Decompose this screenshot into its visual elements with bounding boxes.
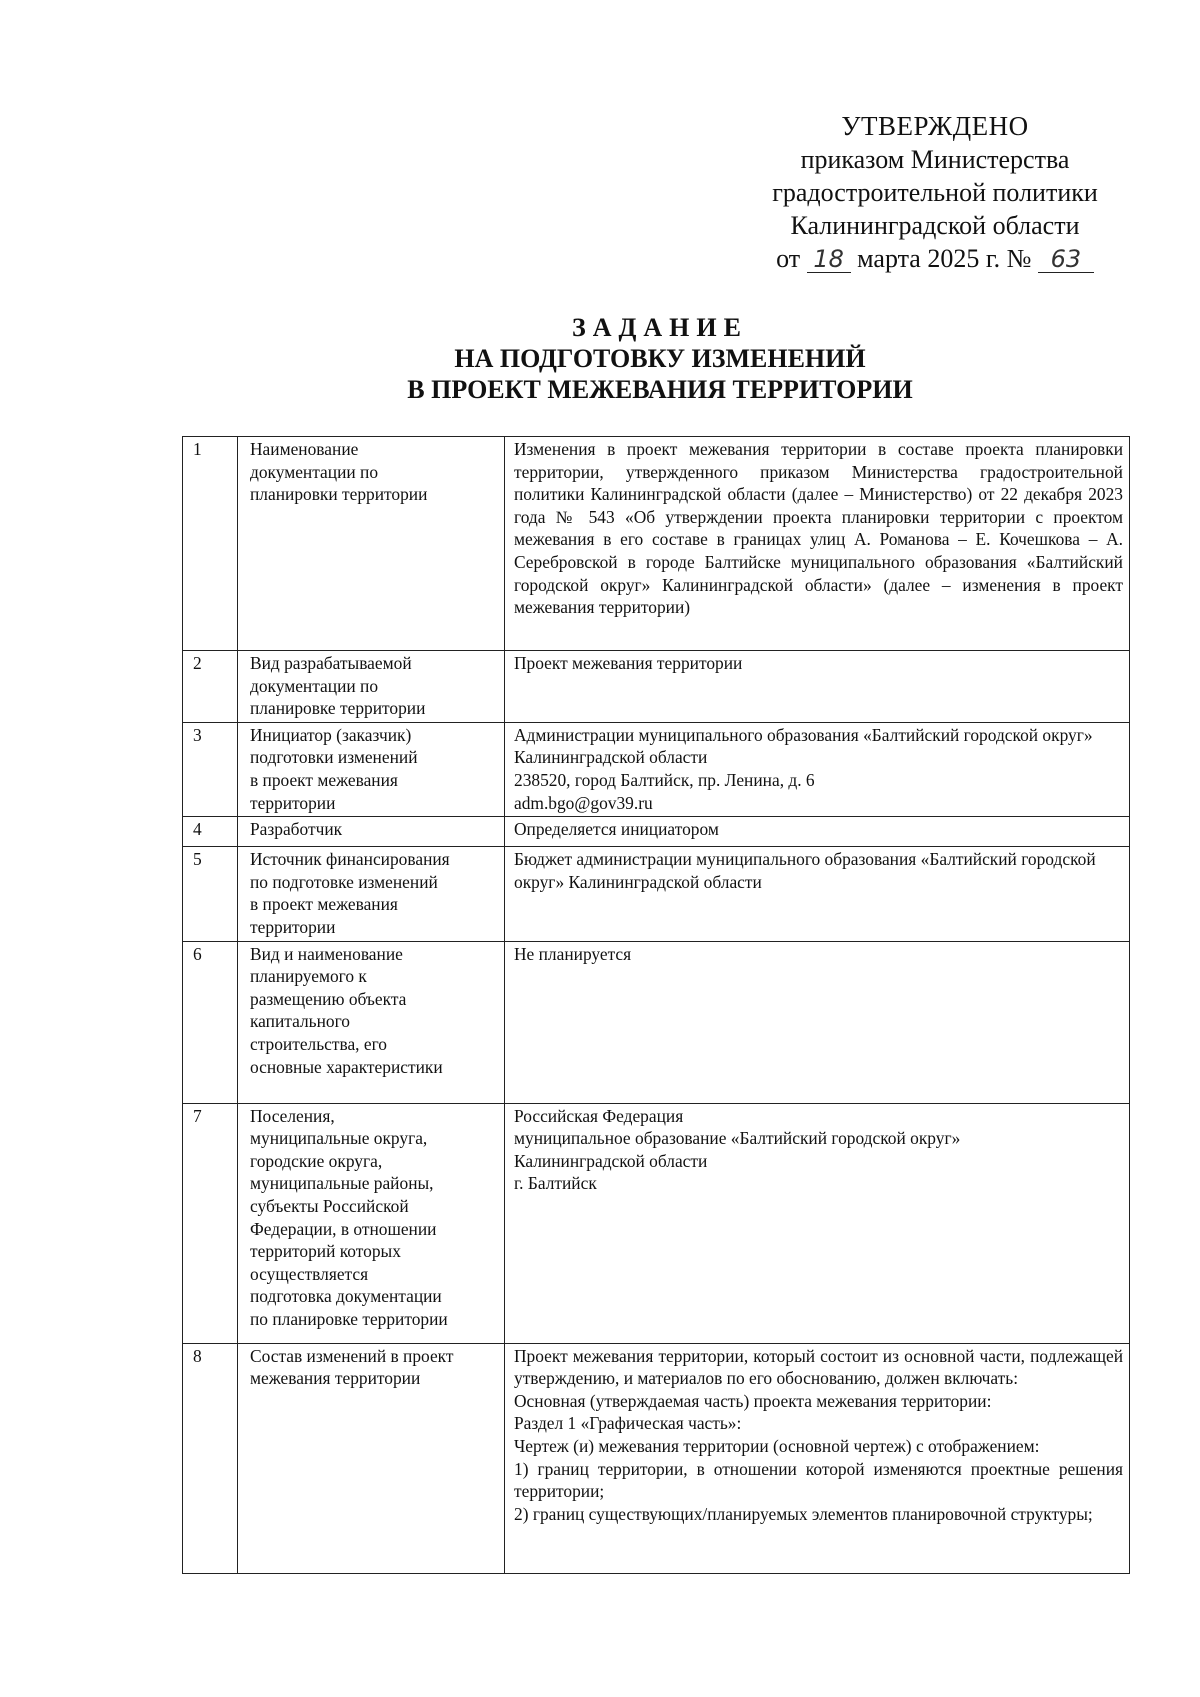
title-line: НА ПОДГОТОВКУ ИЗМЕНЕНИЙ	[454, 344, 866, 373]
name-line: в проект межевания	[250, 769, 398, 790]
row-number: 7	[183, 1103, 238, 1343]
value-line: Администрации муниципального образования «Балтийский городской округ» Калининградской области	[514, 724, 1093, 768]
email-text: adm.bgo@gov39.ru	[514, 792, 653, 813]
row-value: Не планируется	[505, 941, 1130, 1103]
document-title	[160, 312, 1160, 405]
approval-heading: УТВЕРЖДЕНО	[841, 111, 1029, 141]
row-name	[238, 651, 505, 723]
row-number: 1	[183, 437, 238, 651]
name-line: планируемого к	[250, 966, 367, 987]
table-row	[183, 722, 1130, 816]
title-line: В ПРОЕКТ МЕЖЕВАНИЯ ТЕРРИТОРИИ	[407, 375, 913, 404]
value-line: г. Балтийск	[514, 1173, 597, 1194]
row-number: 2	[183, 651, 238, 723]
name-line: по подготовке изменений	[250, 871, 438, 892]
value-line: Калининградской области	[514, 1150, 708, 1171]
value-line: Раздел 1 «Графическая часть»:	[514, 1413, 742, 1434]
table-row	[183, 651, 1130, 723]
name-line: городские округа,	[250, 1150, 383, 1171]
approval-date	[740, 242, 1130, 275]
name-line: Вид разрабатываемой	[250, 653, 412, 673]
approval-line: градостроительной политики	[772, 178, 1098, 207]
name-line: Наименование	[250, 439, 359, 459]
table-row	[183, 847, 1130, 941]
row-number: 6	[183, 941, 238, 1103]
handwritten-day: 18	[807, 246, 851, 273]
row-name	[238, 817, 505, 847]
name-line: Федерации, в отношении	[250, 1218, 437, 1239]
name-line: осуществляется	[250, 1263, 369, 1284]
row-name	[238, 847, 505, 941]
row-number: 5	[183, 847, 238, 941]
table-row	[183, 437, 1130, 651]
row-name	[238, 941, 505, 1103]
row-value	[505, 722, 1130, 816]
row-value	[505, 1343, 1130, 1573]
name-line: планировке территории	[250, 698, 426, 719]
row-value: Проект межевания территории	[505, 651, 1130, 723]
name-line: подготовка документации	[250, 1286, 442, 1307]
value-line: Основная (утверждаемая часть) проекта межевания территории:	[514, 1390, 992, 1411]
table-row	[183, 1343, 1130, 1573]
name-line: территории	[250, 916, 336, 937]
row-value: Бюджет администрации муниципального образования «Балтийский городской округ» Калининградской области	[505, 847, 1130, 941]
name-line: капитального	[250, 1011, 350, 1032]
row-name	[238, 722, 505, 816]
name-line: документации по	[250, 461, 379, 482]
table-row	[183, 941, 1130, 1103]
approval-line: приказом Министерства	[800, 145, 1070, 174]
name-line: размещению объекта	[250, 988, 407, 1009]
name-line: муниципальные округа,	[250, 1128, 428, 1149]
table-row	[183, 817, 1130, 847]
name-line: строительства, его	[250, 1033, 387, 1054]
name-line: подготовки изменений	[250, 747, 418, 768]
handwritten-order-number: 63	[1038, 246, 1094, 273]
row-value	[505, 1103, 1130, 1343]
name-line: документации по	[250, 675, 379, 696]
value-line: 2) границ существующих/планируемых элементов планировочной структуры;	[514, 1503, 1093, 1524]
approval-line: Калининградской области	[790, 211, 1080, 240]
row-name	[238, 1103, 505, 1343]
value-line: муниципальное образование «Балтийский городской округ»	[514, 1128, 961, 1149]
row-number: 8	[183, 1343, 238, 1573]
title-line: ЗАДАНИЕ	[572, 313, 748, 342]
task-table	[182, 436, 1130, 1574]
name-line: муниципальные районы,	[250, 1173, 434, 1194]
date-rest: марта 2025 г. №	[857, 244, 1032, 273]
value-line: Российская Федерация	[514, 1105, 684, 1126]
approval-stamp	[740, 110, 1130, 275]
name-line: Поселения,	[250, 1105, 335, 1126]
date-prefix: от	[776, 244, 801, 273]
name-line: территории	[250, 792, 336, 813]
name-line: Разработчик	[250, 819, 343, 840]
row-number: 4	[183, 817, 238, 847]
name-line: в проект межевания	[250, 894, 398, 915]
value-line: 1) границ территории, в отношении которой изменяются проектные решения территории;	[514, 1458, 1123, 1502]
table-row	[183, 1103, 1130, 1343]
name-line: субъекты Российской	[250, 1195, 409, 1216]
row-value: Определяется инициатором	[505, 817, 1130, 847]
name-line: территорий которых	[250, 1241, 401, 1262]
name-line: основные характеристики	[250, 1056, 443, 1077]
row-number: 3	[183, 722, 238, 816]
row-name	[238, 437, 505, 651]
value-line: Проект межевания территории, который состоит из основной части, подлежащей утверждению, и материалов по его обоснованию, должен включать:	[514, 1345, 1123, 1389]
name-line: Состав изменений в проект	[250, 1345, 454, 1366]
row-value: Изменения в проект межевания территории в составе проекта планировки территории, утвержденного приказом Министерства градостроительной политики Калининградской области (далее – Министерство) от 22 декабря 2023 года № 543 «Об утверждении проекта планировки территории с проектом межевания в его составе в границах улиц А. Романова – Е. Кочешкова – А. Серебровской в городе Балтийске муниципального образования «Балтийский городской округ» Калининградской области» (далее – изменения в проект межевания территории)	[505, 437, 1130, 651]
name-line: планировки территории	[250, 484, 428, 505]
name-line: межевания территории	[250, 1368, 421, 1389]
value-line: 238520, город Балтийск, пр. Ленина, д. 6	[514, 769, 815, 790]
name-line: Инициатор (заказчик)	[250, 724, 412, 745]
name-line: Вид и наименование	[250, 943, 403, 964]
name-line: по планировке территории	[250, 1308, 448, 1329]
row-name	[238, 1343, 505, 1573]
name-line: Источник финансирования	[250, 849, 450, 870]
value-line: Чертеж (и) межевания территории (основной чертеж) с отображением:	[514, 1435, 1040, 1456]
